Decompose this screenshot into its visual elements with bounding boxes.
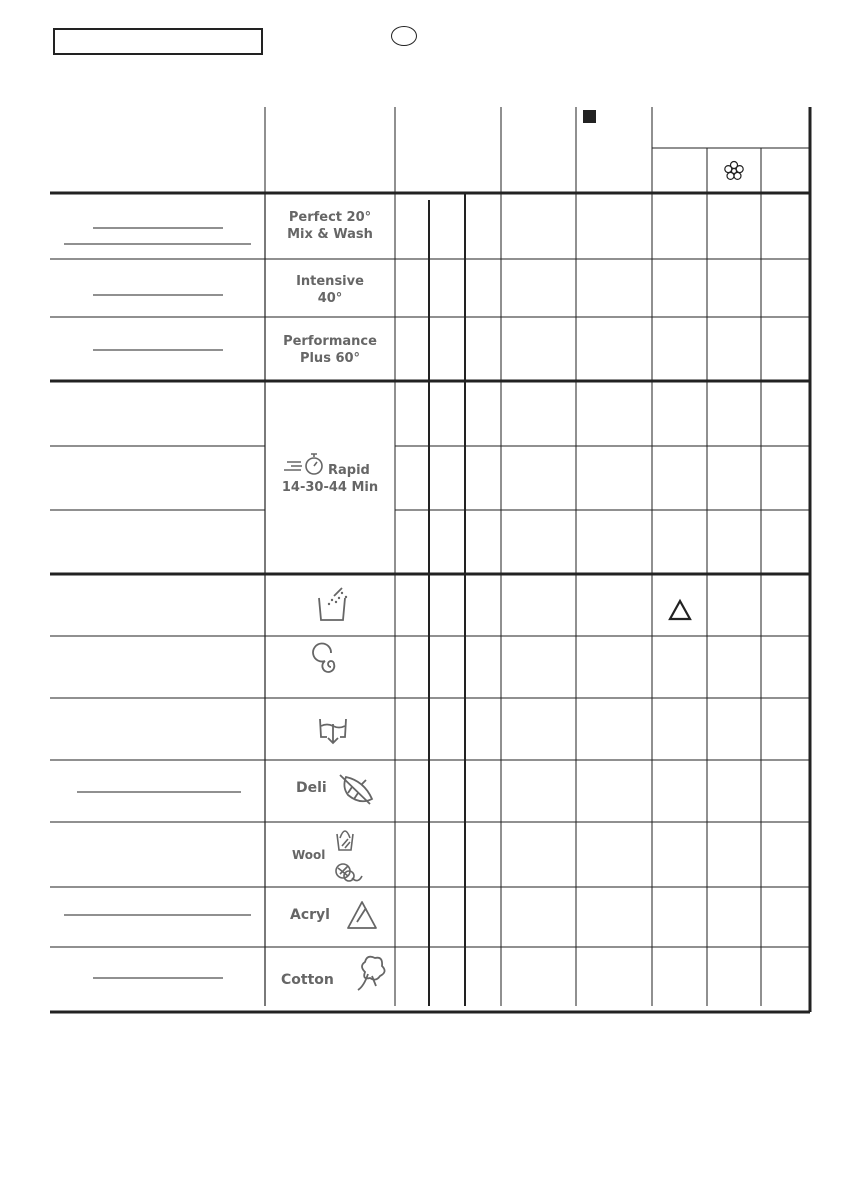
drain-icon bbox=[320, 719, 346, 743]
rinse-icon bbox=[319, 588, 347, 620]
spin-icon bbox=[313, 644, 334, 672]
program-performance-60-line1: Performance bbox=[283, 334, 377, 349]
program-intensive-40 bbox=[268, 273, 392, 307]
program-perfect-20-line2: Mix & Wash bbox=[287, 227, 373, 242]
triangle-outline-icon bbox=[670, 601, 690, 619]
program-cotton-label: Cotton bbox=[281, 972, 334, 988]
program-deli-label: Deli bbox=[296, 780, 327, 796]
flower-icon bbox=[725, 162, 743, 180]
cotton-icon bbox=[358, 957, 385, 990]
program-intensive-40-line1: Intensive bbox=[296, 274, 364, 289]
program-perfect-20-line1: Perfect 20° bbox=[288, 210, 372, 225]
filled-square-icon bbox=[583, 110, 596, 123]
program-performance-60 bbox=[268, 333, 392, 367]
program-intensive-40-line2: 40° bbox=[317, 291, 343, 306]
program-rapid-line1: Rapid bbox=[328, 463, 370, 478]
program-performance-60-line2: Plus 60° bbox=[299, 351, 361, 366]
program-perfect-20 bbox=[268, 209, 392, 243]
program-rapid bbox=[268, 462, 392, 496]
program-wool-label: Wool bbox=[292, 848, 326, 862]
triangle-icon bbox=[348, 902, 376, 928]
feather-icon bbox=[340, 775, 372, 804]
wool-icon bbox=[336, 831, 362, 881]
program-rapid-line2: 14-30-44 Min bbox=[281, 480, 379, 495]
program-acryl-label: Acryl bbox=[290, 907, 330, 923]
